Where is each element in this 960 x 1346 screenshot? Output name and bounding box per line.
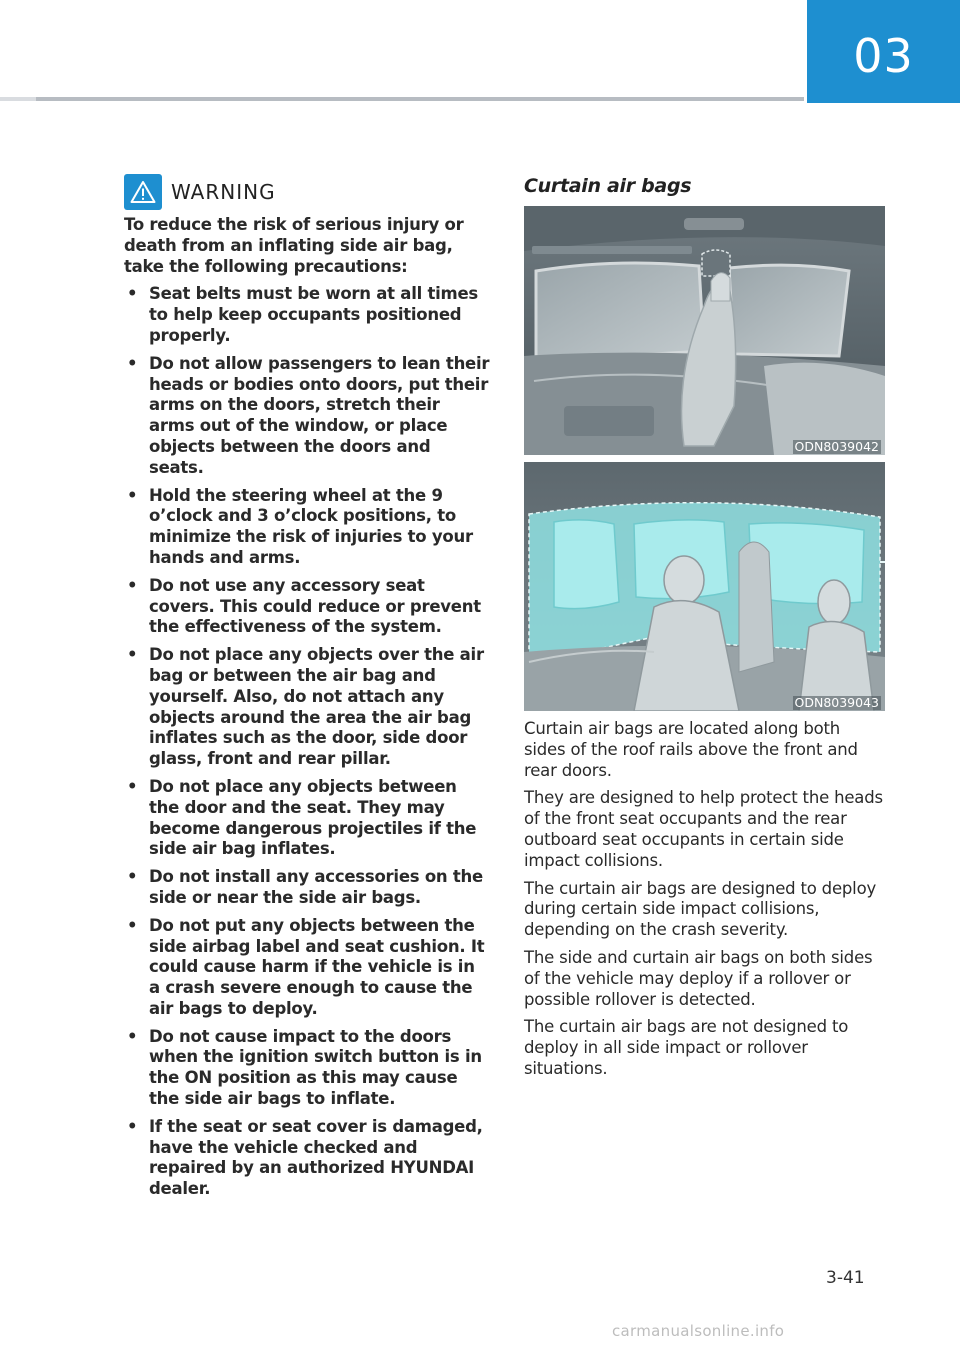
chapter-number: 03: [853, 28, 914, 83]
curtain-airbag-section: [524, 172, 886, 1087]
list-item: • Do not allow passengers to lean their heads or bodies onto doors, put their arms on the doors, stretch their arms out of the window, or place objects between the doors and seats.: [127, 353, 490, 477]
figure-curtain-airbag-deployed: [524, 462, 885, 711]
deployed-airbag-illustration: [524, 462, 885, 711]
list-item: • Do not place any objects over the air bag or between the air bag and yourself. Also, do not attach any objects around the area the air bag inflates such as the door, side door glass, front and rear pillar.: [127, 645, 484, 769]
list-item: • If the seat or seat cover is damaged, have the vehicle checked and repaired by an authorized HYUNDAI dealer.: [127, 1116, 483, 1199]
list-item: • Do not use any accessory seat covers. This could reduce or prevent the effectiveness of the system.: [127, 575, 481, 637]
section-title: Curtain air bags: [524, 175, 692, 197]
figure-curtain-airbag-location: [524, 206, 885, 455]
list-item: • Seat belts must be worn at all times to help keep occupants positioned properly.: [127, 284, 479, 345]
header-rule: [0, 97, 804, 101]
paragraph: The curtain air bags are not designed to deploy in all side impact or rollover situations.: [524, 1017, 849, 1078]
chapter-tab: [807, 0, 960, 103]
list-item: • Do not install any accessories on the side or near the side air bags.: [127, 867, 483, 907]
paragraph: The side and curtain air bags on both sides of the vehicle may deploy if a rollover or possible rollover is detected.: [524, 947, 873, 1009]
list-item: • Do not put any objects between the side airbag label and seat cushion. It could cause harm if the vehicle is in a crash severe enough to cause the air bags to deploy.: [127, 915, 485, 1018]
warning-list: [124, 284, 490, 1200]
list-item: • Hold the steering wheel at the 9 o’clock and 3 o’clock positions, to minimize the risk of injuries to your hands and arms.: [127, 485, 473, 567]
warning-title: WARNING: [171, 180, 276, 204]
section-body: [524, 719, 886, 1080]
page-number: 3-41: [826, 1268, 865, 1288]
car-interior-illustration: [524, 206, 885, 455]
list-item: • Do not place any objects between the door and the seat. They may become dangerous projectiles if the side air bag inflates.: [127, 776, 477, 859]
figure-code: ODN8039043: [794, 695, 879, 710]
paragraph: Curtain air bags are located along both sides of the roof rails above the front and rear doors.: [524, 719, 858, 780]
paragraph: The curtain air bags are designed to deploy during certain side impact collisions, depending on the crash severity.: [524, 878, 877, 940]
paragraph: They are designed to help protect the heads of the front seat occupants and the rear outboard seat occupants in certain side impact collisions.: [524, 788, 883, 870]
warning-intro: To reduce the risk of serious injury or death from an inflating side air bag, take the following precautions:: [124, 215, 464, 276]
figure-code: ODN8039042: [794, 439, 879, 454]
list-item: • Do not cause impact to the doors when the ignition switch button is in the ON position as this may cause the side air bags to inflate.: [127, 1026, 482, 1109]
warning-triangle-icon: [124, 174, 162, 210]
watermark: carmanualsonline.info: [612, 1322, 785, 1340]
warning-box: [124, 172, 490, 1207]
warning-header: [124, 172, 490, 212]
